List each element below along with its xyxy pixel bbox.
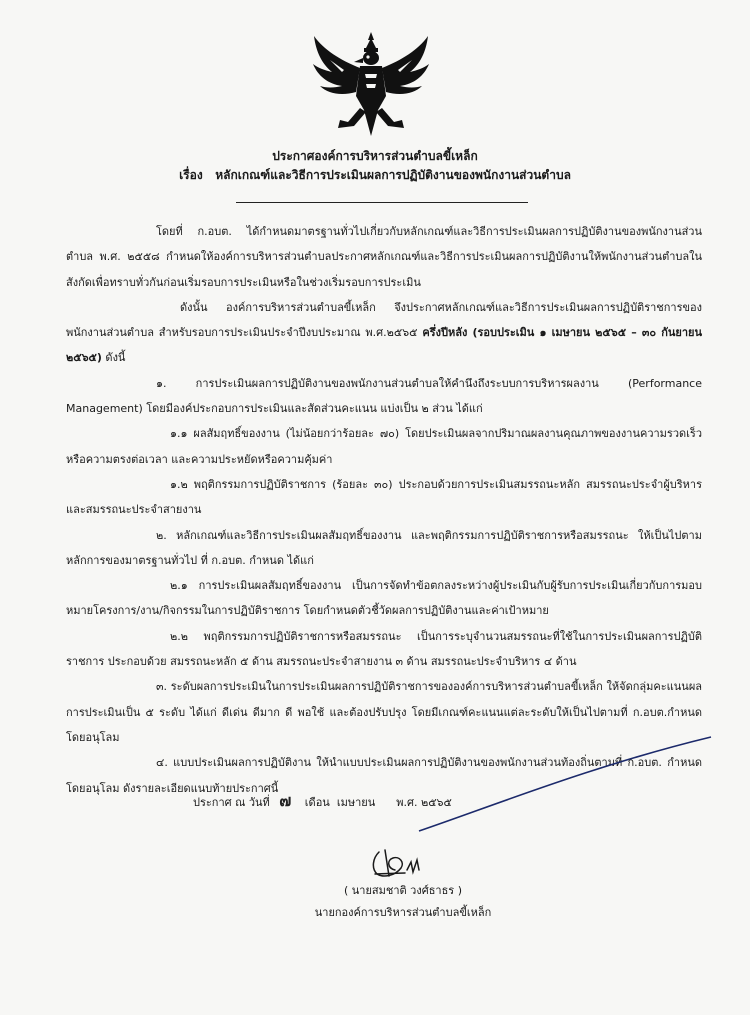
signature-icon bbox=[365, 846, 435, 880]
date-year: ๒๕๖๕ bbox=[420, 796, 452, 809]
announcement-subject bbox=[0, 167, 750, 183]
announcement-date bbox=[193, 792, 452, 812]
year-label: พ.ศ. bbox=[396, 796, 418, 809]
therefore-paragraph bbox=[66, 295, 702, 371]
announcement-title: ประกาศองค์การบริหารส่วนตำบลขี้เหล็ก bbox=[272, 149, 478, 163]
intro-paragraph: โดยที่ ก.อบต. ได้กำหนดมาตรฐานทั่วไปเกี่ยวกับหลักเกณฑ์และวิธีการประเมินผลการปฏิบัติงานของพนักงานส่วนตำบล พ.ศ. ๒๕๕๘ กำหนดให้องค์การบริหารส่วนตำบลประกาศหลักเกณฑ์และวิธีการประเมินผลการปฏิบัติงานให้พนักงานส่วนตำบลในสังกัดเพื่อทราบทั่วกันก่อนเริ่มรอบการประเมินหรือในช่วงเริ่มรอบการประเมิน bbox=[66, 225, 702, 289]
subject-text: หลักเกณฑ์และวิธีการประเมินผลการปฏิบัติงานของพนักงานส่วนตำบล bbox=[215, 168, 571, 182]
signer-position: นายกองค์การบริหารส่วนตำบลขี้เหล็ก bbox=[314, 906, 492, 919]
item-1: ๑. การประเมินผลการปฏิบัติงานของพนักงานส่วนตำบลให้คำนึงถึงระบบการบริหารผลงาน (Performance Management) โดยมีองค์ประกอบการประเมินและสัดส่วนคะแนน แบ่งเป็น ๒ ส่วน ได้แก่ bbox=[66, 376, 702, 416]
item-3: ๓. ระดับผลการประเมินในการประเมินผลการปฏิบัติราชการขององค์การบริหารส่วนตำบลขี้เหล็ก ให้จัดกลุ่มคะแนนผลการประเมินเป็น ๕ ระดับ ได้แก่ ดีเด่น ดีมาก ดี พอใช้ และต้องปรับปรุง โดยมีเกณฑ์คะแนนแต่ละระดับให้เป็นไปตามที่ ก.อบต.กำหนดโดยอนุโลม bbox=[66, 680, 702, 744]
assessment-period: ครึ่งปีหลัง (รอบประเมิน ๑ เมษายน ๒๕๖๕ – ๓๐ กันยายน ๒๕๖๕) bbox=[66, 326, 702, 365]
date-month: เมษายน bbox=[336, 796, 376, 809]
item-2: ๒. หลักเกณฑ์และวิธีการประเมินผลสัมฤทธิ์ของงาน และพฤติกรรมการปฏิบัติราชการหรือสมรรถนะ ให้เป็นไปตามหลักการของมาตรฐานทั่วไป ที่ ก.อบต. กำหนด ได้แก่ bbox=[66, 528, 702, 567]
item-1-2: ๑.๒ พฤติกรรมการปฏิบัติราชการ (ร้อยละ ๓๐) ประกอบด้วยการประเมินสมรรถนะหลัก สมรรถนะประจำผู้บริหาร และสมรรถนะประจำสายงาน bbox=[66, 477, 702, 517]
garuda-emblem-icon bbox=[310, 30, 432, 138]
item-2-2: ๒.๒ พฤติกรรมการปฏิบัติราชการหรือสมรรถนะ เป็นการระบุจำนวนสมรรถนะที่ใช้ในการประเมินผลการปฏิบัติราชการ ประกอบด้วย สมรรถนะหลัก ๕ ด้าน สมรรถนะประจำสายงาน ๓ ด้าน สมรรถนะประจำบริหาร ๔ ด้าน bbox=[66, 629, 702, 669]
item-4: ๔. แบบประเมินผลการปฏิบัติงาน ให้นำแบบประเมินผลการปฏิบัติงานของพนักงานส่วนท้องถิ่นตามที่ ก.อบต. กำหนดโดยอนุโลม ดังรายละเอียดแนบท้ายประกาศนี้ bbox=[66, 756, 702, 795]
therefore-end: ดังนี้ bbox=[105, 351, 126, 365]
month-label: เดือน bbox=[304, 796, 330, 809]
date-label: ประกาศ ณ วันที่ bbox=[193, 796, 270, 809]
item-1-1: ๑.๑ ผลสัมฤทธิ์ของงาน (ไม่น้อยกว่าร้อยละ ๗๐) โดยประเมินผลจากปริมาณผลงานคุณภาพของงานความรวดเร็วหรือความตรงต่อเวลา และความประหยัดหรือความคุ้มค่า bbox=[66, 427, 702, 466]
item-2-1: ๒.๑ การประเมินผลสัมฤทธิ์ของงาน เป็นการจัดทำข้อตกลงระหว่างผู้ประเมินกับผู้รับการประเมินเกี่ยวกับการมอบหมายโครงการ/งาน/กิจกรรมในการปฏิบัติราชการ โดยกำหนดตัวชี้วัดผลการปฏิบัติงานและค่าเป้าหมาย bbox=[66, 579, 702, 618]
heading-divider bbox=[236, 202, 528, 203]
announcement-body bbox=[66, 219, 702, 801]
therefore-text: ดังนั้น องค์การบริหารส่วนตำบลขี้เหล็ก จึงประกาศหลักเกณฑ์และวิธีการประเมินผลการปฏิบัติราชการของพนักงานส่วนตำบล สำหรับรอบการประเมินประจำปีงบประมาณ พ.ศ.๒๕๖๕ bbox=[66, 300, 702, 340]
date-day: ๗ bbox=[279, 791, 292, 810]
subject-prefix: เรื่อง bbox=[179, 168, 203, 182]
pen-stroke-icon bbox=[415, 735, 715, 835]
signer-name: ( นายสมชาติ วงศ์ธาธร ) bbox=[343, 884, 462, 897]
